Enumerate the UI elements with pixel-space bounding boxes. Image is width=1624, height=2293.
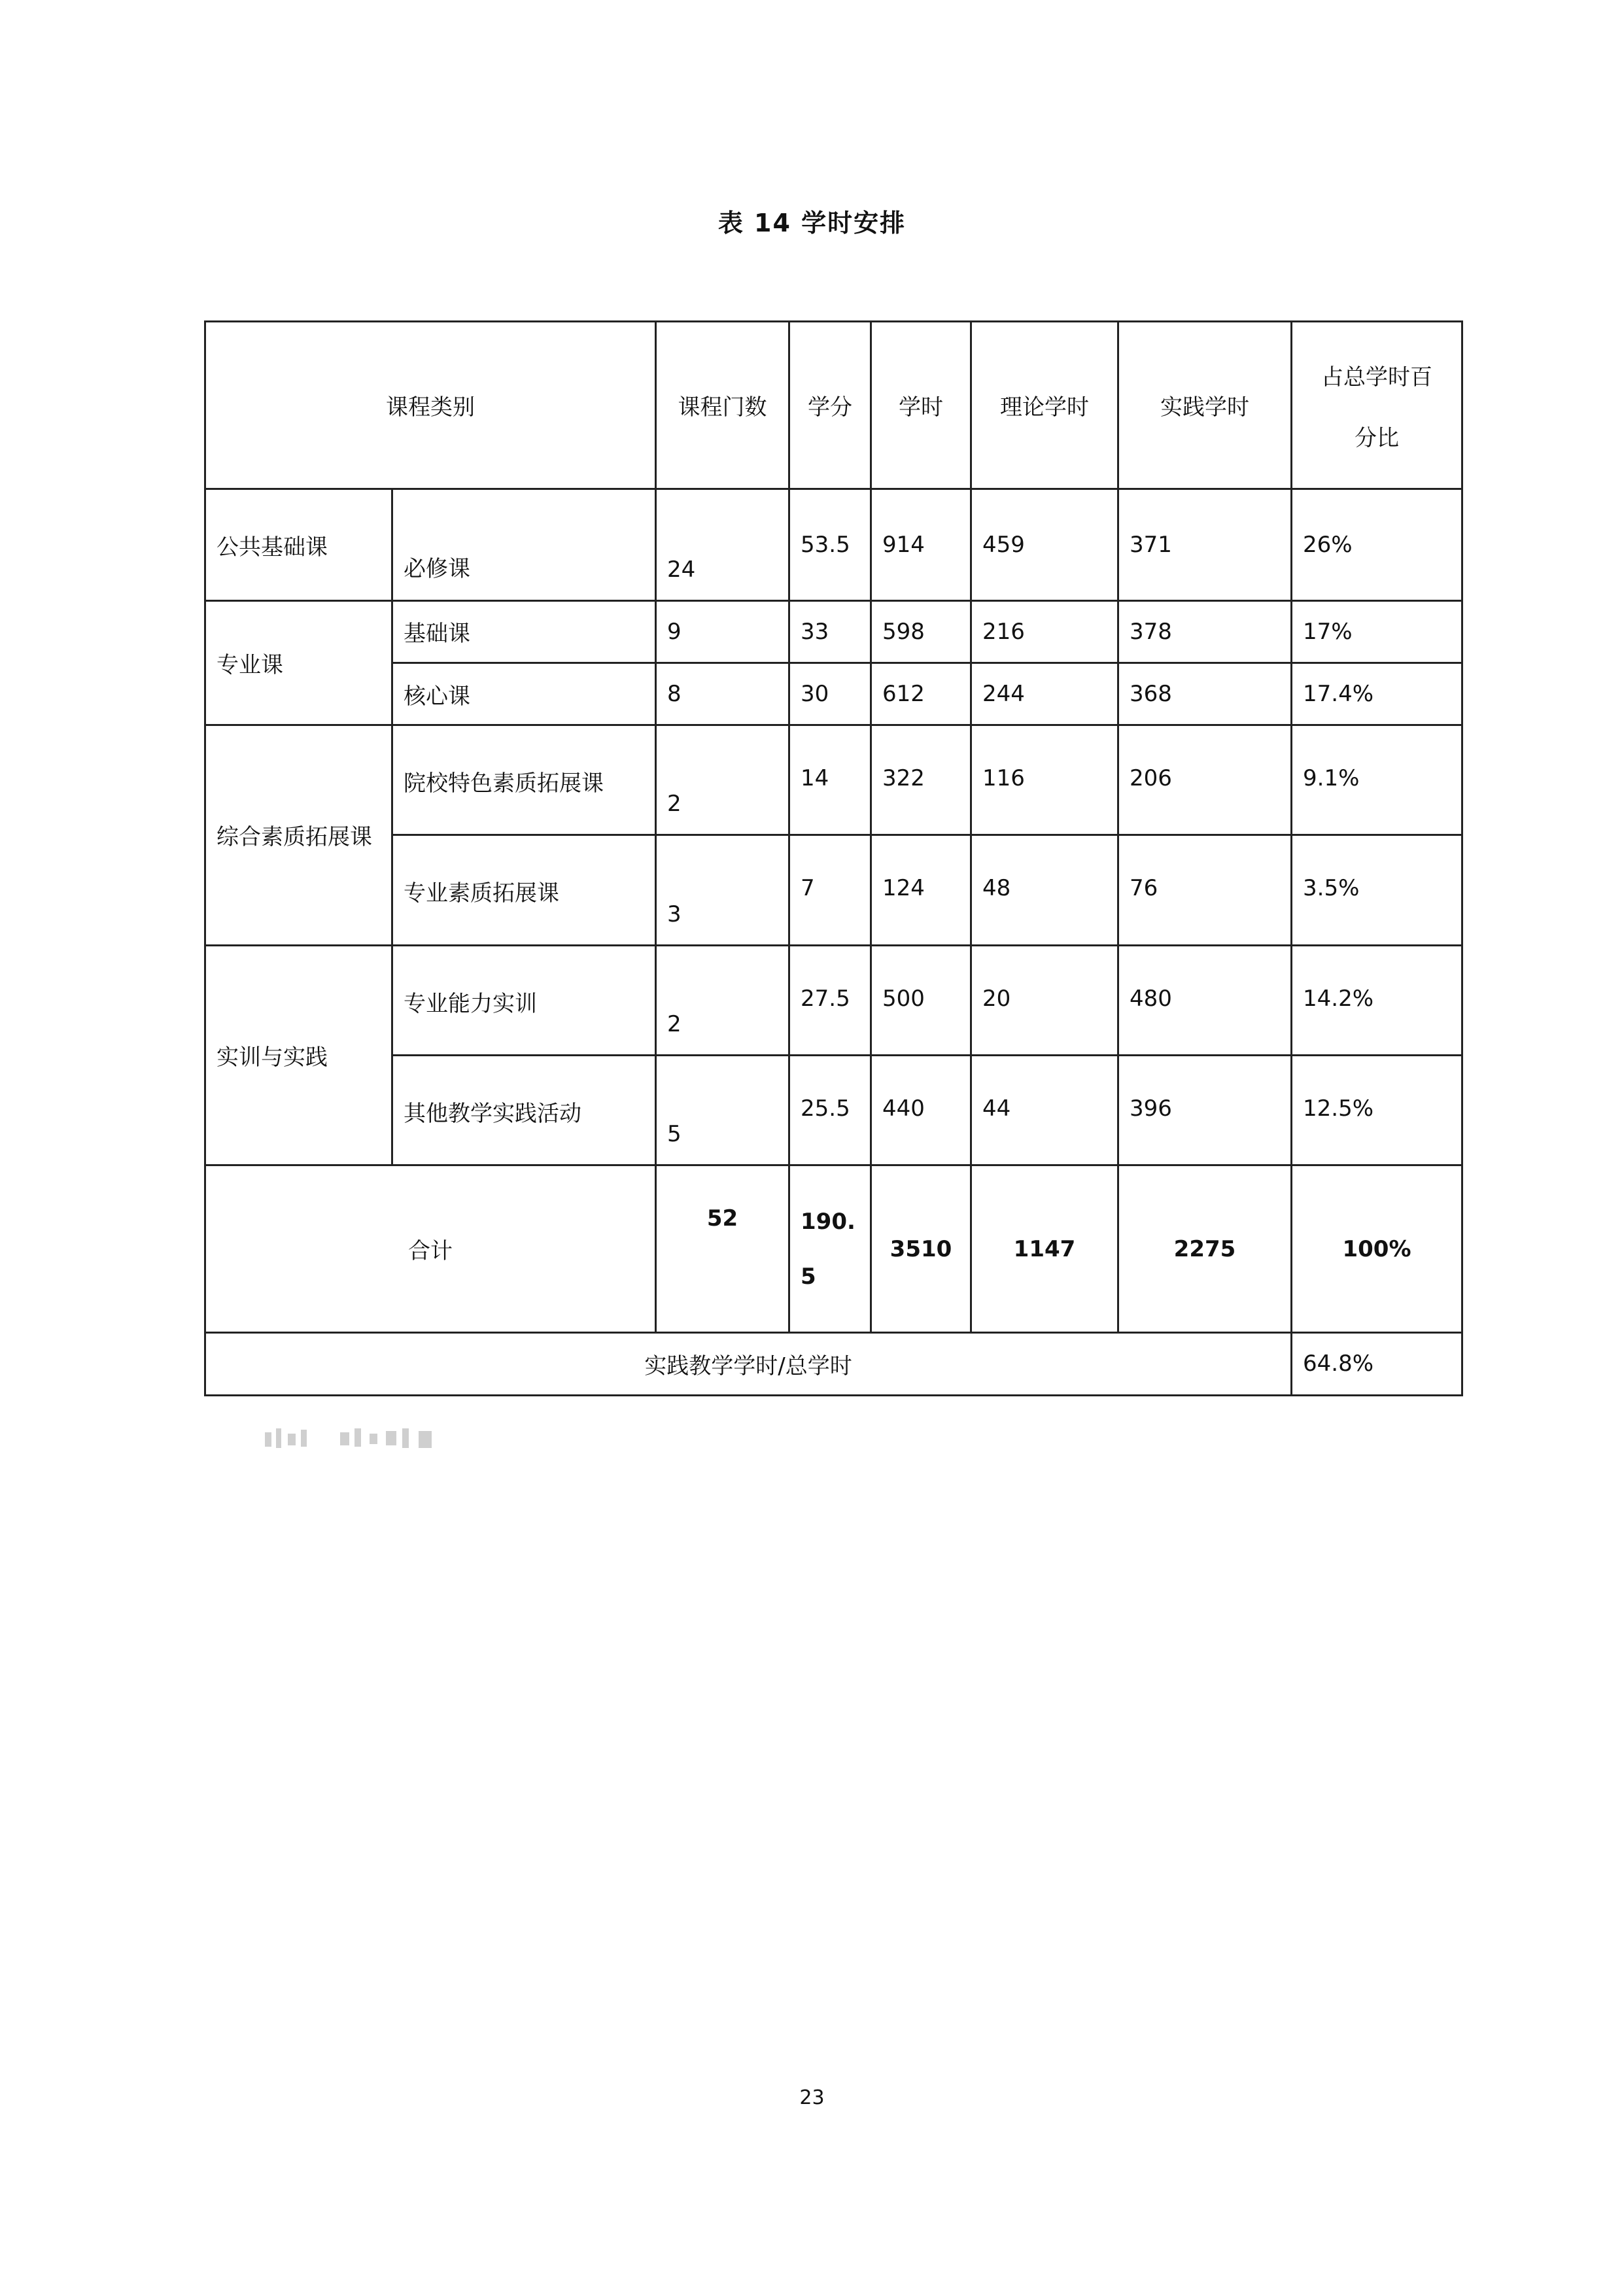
page-number: 23 xyxy=(799,2086,825,2109)
cell-hours: 440 xyxy=(871,1055,971,1165)
cell-credits: 14 xyxy=(789,725,871,835)
category-group: 综合素质拓展课 xyxy=(205,725,392,946)
cell-percent: 26% xyxy=(1292,489,1462,600)
total-row xyxy=(205,1165,1462,1332)
total-credits xyxy=(789,1165,871,1332)
category-sub: 专业素质拓展课 xyxy=(392,835,656,945)
cell-theory: 459 xyxy=(971,489,1118,600)
header-practice-hours: 实践学时 xyxy=(1118,322,1292,489)
cell-practice: 368 xyxy=(1118,663,1292,725)
category-sub: 专业能力实训 xyxy=(392,945,656,1055)
category-sub: 其他教学实践活动 xyxy=(392,1055,656,1165)
cell-hours: 598 xyxy=(871,600,971,663)
cell-hours: 500 xyxy=(871,945,971,1055)
header-percent-line2: 分比 xyxy=(1355,424,1399,451)
header-category: 课程类别 xyxy=(205,322,656,489)
cell-credits: 33 xyxy=(789,600,871,663)
cell-practice: 76 xyxy=(1118,835,1292,945)
cell-theory: 44 xyxy=(971,1055,1118,1165)
total-count: 52 xyxy=(656,1165,789,1332)
total-theory: 1147 xyxy=(971,1165,1118,1332)
practice-ratio-label: 实践教学学时/总学时 xyxy=(205,1332,1292,1395)
table-row xyxy=(205,725,1462,835)
header-course-count: 课程门数 xyxy=(656,322,789,489)
header-row xyxy=(205,322,1462,489)
category-sub: 核心课 xyxy=(392,663,656,725)
table-title: 表 14 学时安排 xyxy=(717,209,907,237)
header-credits: 学分 xyxy=(789,322,871,489)
cell-percent: 17% xyxy=(1292,600,1462,663)
cell-credits: 25.5 xyxy=(789,1055,871,1165)
total-hours: 3510 xyxy=(871,1165,971,1332)
total-label: 合计 xyxy=(205,1165,656,1332)
cell-theory: 244 xyxy=(971,663,1118,725)
total-percent: 100% xyxy=(1292,1165,1462,1332)
practice-ratio-row xyxy=(205,1332,1462,1395)
total-credits-line1: 190. xyxy=(801,1208,855,1235)
cell-theory: 48 xyxy=(971,835,1118,945)
cell-practice: 378 xyxy=(1118,600,1292,663)
header-hours: 学时 xyxy=(871,322,971,489)
cell-count: 8 xyxy=(656,663,789,725)
cell-credits: 53.5 xyxy=(789,489,871,600)
header-theory-hours: 理论学时 xyxy=(971,322,1118,489)
cell-count: 9 xyxy=(656,600,789,663)
cell-hours: 914 xyxy=(871,489,971,600)
cell-theory: 20 xyxy=(971,945,1118,1055)
category-group: 公共基础课 xyxy=(205,489,392,600)
cell-practice: 206 xyxy=(1118,725,1292,835)
cell-percent: 9.1% xyxy=(1292,725,1462,835)
cell-theory: 216 xyxy=(971,600,1118,663)
schedule-table xyxy=(204,320,1463,1396)
cell-count: 5 xyxy=(656,1055,789,1165)
cell-count: 2 xyxy=(656,945,789,1055)
cell-practice: 371 xyxy=(1118,489,1292,600)
cell-credits: 27.5 xyxy=(789,945,871,1055)
cell-count: 2 xyxy=(656,725,789,835)
category-group: 专业课 xyxy=(205,600,392,725)
header-percent xyxy=(1292,322,1462,489)
category-sub: 必修课 xyxy=(392,489,656,600)
cell-percent: 14.2% xyxy=(1292,945,1462,1055)
table-row xyxy=(205,835,1462,945)
cell-percent: 17.4% xyxy=(1292,663,1462,725)
cell-percent: 12.5% xyxy=(1292,1055,1462,1165)
table-row xyxy=(205,1055,1462,1165)
cell-credits: 30 xyxy=(789,663,871,725)
category-group: 实训与实践 xyxy=(205,945,392,1165)
table-row xyxy=(205,600,1462,663)
category-sub: 院校特色素质拓展课 xyxy=(392,725,656,835)
table-row xyxy=(205,663,1462,725)
cell-count: 24 xyxy=(656,489,789,600)
header-percent-line1: 占总学时百 xyxy=(1321,364,1432,390)
cell-count: 3 xyxy=(656,835,789,945)
total-practice: 2275 xyxy=(1118,1165,1292,1332)
cell-credits: 7 xyxy=(789,835,871,945)
category-sub: 基础课 xyxy=(392,600,656,663)
cell-hours: 612 xyxy=(871,663,971,725)
faded-stamp-mark xyxy=(262,1419,602,1458)
cell-hours: 322 xyxy=(871,725,971,835)
cell-practice: 396 xyxy=(1118,1055,1292,1165)
table-row xyxy=(205,489,1462,600)
total-credits-line2: 5 xyxy=(801,1263,816,1290)
cell-theory: 116 xyxy=(971,725,1118,835)
cell-percent: 3.5% xyxy=(1292,835,1462,945)
practice-ratio-value: 64.8% xyxy=(1292,1332,1462,1395)
cell-hours: 124 xyxy=(871,835,971,945)
table-row xyxy=(205,945,1462,1055)
cell-practice: 480 xyxy=(1118,945,1292,1055)
